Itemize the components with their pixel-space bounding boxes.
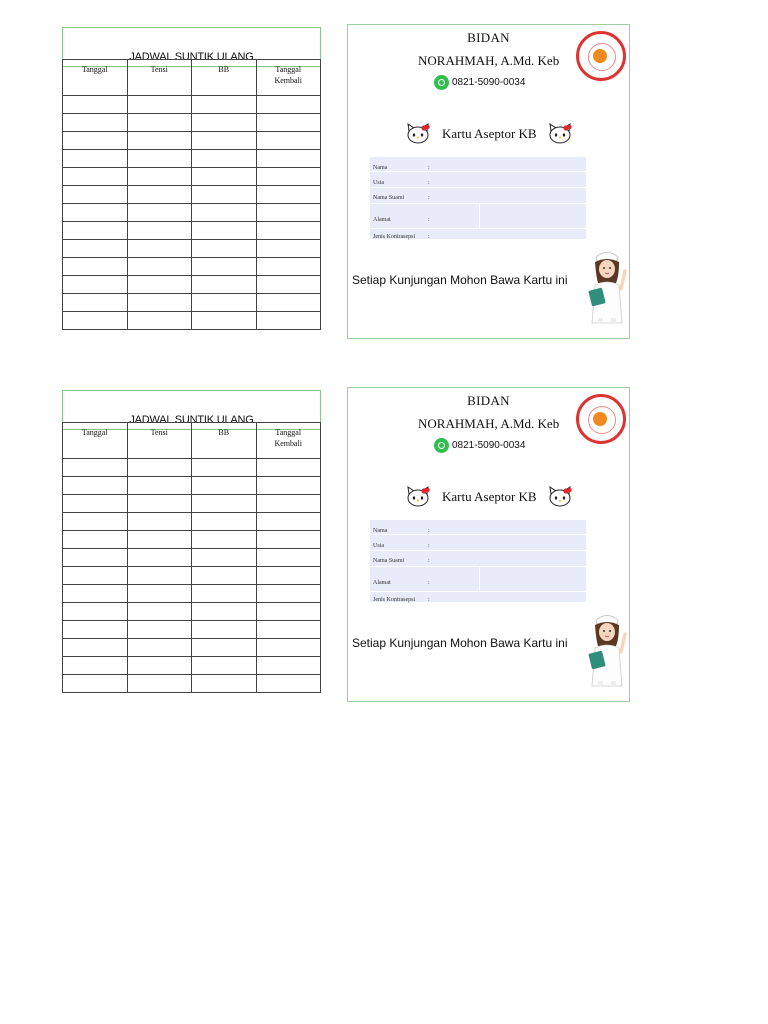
table-cell[interactable] (192, 531, 257, 549)
table-cell[interactable] (63, 186, 128, 204)
table-cell[interactable] (127, 132, 192, 150)
table-cell[interactable] (127, 513, 192, 531)
table-cell[interactable] (63, 495, 128, 513)
table-cell[interactable] (192, 294, 257, 312)
acceptor-card (347, 24, 630, 339)
table-row (63, 222, 321, 240)
table-cell[interactable] (192, 513, 257, 531)
hello-kitty-icon (406, 485, 430, 507)
acceptor-card (347, 387, 630, 702)
card-motto: Setiap Kunjungan Mohon Bawa Kartu ini (352, 273, 568, 287)
table-cell[interactable] (192, 459, 257, 477)
form-field-colon: : (428, 165, 430, 171)
table-cell[interactable] (256, 204, 321, 222)
card-heading: BIDAN (467, 30, 510, 45)
table-cell[interactable] (63, 567, 128, 585)
table-cell[interactable] (256, 531, 321, 549)
table-row (63, 477, 321, 495)
table-row (63, 96, 321, 114)
table-cell[interactable] (63, 150, 128, 168)
table-cell[interactable] (127, 240, 192, 258)
table-cell[interactable] (127, 168, 192, 186)
form-field-colon: : (428, 543, 430, 549)
form-divider (370, 187, 586, 188)
form-divider (479, 203, 480, 228)
table-row (63, 276, 321, 294)
table-cell[interactable] (256, 312, 321, 330)
table-cell[interactable] (127, 114, 192, 132)
form-divider (370, 228, 586, 229)
table-cell[interactable] (256, 585, 321, 603)
form-field-label: Usia (373, 180, 384, 186)
table-cell[interactable] (256, 222, 321, 240)
table-cell[interactable] (192, 276, 257, 294)
table-cell[interactable] (63, 96, 128, 114)
card-title: Kartu Aseptor KB (442, 126, 537, 141)
table-row (63, 531, 321, 549)
table-row (63, 585, 321, 603)
midwife-name: NORAHMAH, A.Md. Keb (418, 416, 560, 431)
table-cell[interactable] (256, 567, 321, 585)
table-cell[interactable] (192, 258, 257, 276)
table-cell[interactable] (127, 675, 192, 693)
table-cell[interactable] (256, 132, 321, 150)
table-cell[interactable] (127, 621, 192, 639)
table-cell[interactable] (63, 276, 128, 294)
column-header: Tensi (127, 60, 192, 96)
table-cell[interactable] (127, 549, 192, 567)
schedule-title: JADWAL SUNTIK ULANG (129, 51, 254, 63)
column-header: BB (192, 60, 257, 96)
table-cell[interactable] (63, 621, 128, 639)
schedule-section (62, 27, 321, 85)
table-cell[interactable] (63, 132, 128, 150)
midwife-logo (576, 31, 626, 81)
card-motto: Setiap Kunjungan Mohon Bawa Kartu ini (352, 636, 568, 650)
table-cell[interactable] (127, 459, 192, 477)
column-header: Tanggal Kembali (256, 60, 321, 96)
table-cell[interactable] (127, 150, 192, 168)
form-divider (370, 566, 586, 567)
table-row (63, 621, 321, 639)
column-header: Tensi (127, 423, 192, 459)
table-cell[interactable] (256, 258, 321, 276)
table-cell[interactable] (63, 513, 128, 531)
table-cell[interactable] (256, 657, 321, 675)
table-cell[interactable] (256, 240, 321, 258)
whatsapp-icon (434, 75, 449, 90)
form-field-label: Jenis Kontrasepsi (373, 597, 416, 603)
form-field-colon: : (428, 180, 430, 186)
table-cell[interactable] (256, 168, 321, 186)
form-divider (479, 566, 480, 591)
table-cell[interactable] (192, 567, 257, 585)
table-row (63, 168, 321, 186)
table-cell[interactable] (127, 639, 192, 657)
acceptor-form (370, 520, 586, 602)
acceptor-form (370, 157, 586, 239)
table-cell[interactable] (127, 294, 192, 312)
whatsapp-icon (434, 438, 449, 453)
table-row (63, 114, 321, 132)
table-cell[interactable] (256, 549, 321, 567)
form-field-label: Nama (373, 528, 388, 534)
table-cell[interactable] (127, 603, 192, 621)
column-header: Tanggal Kembali (256, 423, 321, 459)
table-cell[interactable] (127, 567, 192, 585)
form-divider (370, 203, 586, 204)
form-field-label: Usia (373, 543, 384, 549)
table-cell[interactable] (63, 675, 128, 693)
table-cell[interactable] (256, 276, 321, 294)
table-cell[interactable] (127, 258, 192, 276)
midwife-name: NORAHMAH, A.Md. Keb (418, 53, 560, 68)
table-cell[interactable] (192, 204, 257, 222)
table-row (63, 294, 321, 312)
table-cell[interactable] (192, 222, 257, 240)
form-divider (370, 534, 586, 535)
table-cell[interactable] (192, 132, 257, 150)
table-cell[interactable] (192, 495, 257, 513)
table-cell[interactable] (192, 186, 257, 204)
table-row (63, 240, 321, 258)
hello-kitty-icon (548, 485, 572, 507)
column-header: Tanggal (63, 60, 128, 96)
column-header: BB (192, 423, 257, 459)
table-cell[interactable] (256, 513, 321, 531)
table-row (63, 675, 321, 693)
table-cell[interactable] (256, 459, 321, 477)
table-cell[interactable] (127, 585, 192, 603)
midwife-logo (576, 394, 626, 444)
table-cell[interactable] (192, 312, 257, 330)
table-cell[interactable] (256, 621, 321, 639)
table-cell[interactable] (256, 477, 321, 495)
phone-number: 0821-5090-0034 (452, 440, 526, 451)
table-cell[interactable] (256, 495, 321, 513)
table-cell[interactable] (192, 585, 257, 603)
table-cell[interactable] (192, 549, 257, 567)
form-field-label: Nama Suami (373, 195, 405, 201)
table-row (63, 495, 321, 513)
table-cell[interactable] (192, 114, 257, 132)
table-cell[interactable] (127, 222, 192, 240)
table-cell[interactable] (256, 603, 321, 621)
table-cell[interactable] (127, 276, 192, 294)
table-cell[interactable] (127, 657, 192, 675)
table-cell[interactable] (127, 495, 192, 513)
form-divider (370, 171, 586, 172)
table-cell[interactable] (63, 585, 128, 603)
phone-row (434, 75, 525, 90)
table-cell[interactable] (63, 603, 128, 621)
table-row (63, 132, 321, 150)
hello-kitty-icon (406, 122, 430, 144)
table-cell[interactable] (256, 294, 321, 312)
table-cell[interactable] (256, 114, 321, 132)
table-cell[interactable] (63, 549, 128, 567)
form-field-label: Nama Suami (373, 558, 405, 564)
table-cell[interactable] (63, 222, 128, 240)
table-cell[interactable] (192, 639, 257, 657)
table-cell[interactable] (63, 459, 128, 477)
schedule-section (62, 390, 321, 448)
form-field-colon: : (428, 528, 430, 534)
table-row (63, 657, 321, 675)
table-row (63, 186, 321, 204)
nurse-illustration (584, 610, 630, 688)
hello-kitty-icon (548, 122, 572, 144)
form-field-label: Jenis Kontrasepsi (373, 234, 416, 240)
table-cell[interactable] (127, 204, 192, 222)
table-cell[interactable] (63, 240, 128, 258)
table-cell[interactable] (256, 96, 321, 114)
table-cell[interactable] (192, 657, 257, 675)
table-cell[interactable] (192, 240, 257, 258)
nurse-illustration (584, 247, 630, 325)
form-field-label: Alamat (373, 580, 391, 586)
phone-row (434, 438, 525, 453)
table-cell[interactable] (256, 150, 321, 168)
form-field-colon: : (428, 597, 430, 603)
form-field-colon: : (428, 234, 430, 240)
form-field-colon: : (428, 217, 430, 223)
form-field-colon: : (428, 195, 430, 201)
table-cell[interactable] (63, 312, 128, 330)
table-row (63, 567, 321, 585)
table-cell[interactable] (192, 477, 257, 495)
table-row (63, 549, 321, 567)
table-row (63, 639, 321, 657)
table-cell[interactable] (192, 96, 257, 114)
table-cell[interactable] (63, 531, 128, 549)
table-cell[interactable] (63, 294, 128, 312)
phone-number: 0821-5090-0034 (452, 77, 526, 88)
card-title: Kartu Aseptor KB (442, 489, 537, 504)
schedule-table (62, 422, 321, 693)
table-cell[interactable] (127, 531, 192, 549)
table-cell[interactable] (192, 675, 257, 693)
table-cell[interactable] (63, 477, 128, 495)
table-cell[interactable] (63, 657, 128, 675)
table-row (63, 150, 321, 168)
table-cell[interactable] (256, 639, 321, 657)
table-cell[interactable] (127, 312, 192, 330)
form-field-label: Alamat (373, 217, 391, 223)
table-row (63, 204, 321, 222)
table-row (63, 603, 321, 621)
table-cell[interactable] (192, 621, 257, 639)
schedule-title: JADWAL SUNTIK ULANG (129, 414, 254, 426)
table-cell[interactable] (256, 186, 321, 204)
column-header: Tanggal (63, 423, 128, 459)
schedule-table (62, 59, 321, 330)
table-cell[interactable] (192, 150, 257, 168)
table-cell[interactable] (192, 603, 257, 621)
table-row (63, 459, 321, 477)
table-cell[interactable] (63, 258, 128, 276)
form-field-colon: : (428, 580, 430, 586)
table-cell[interactable] (256, 675, 321, 693)
table-cell[interactable] (63, 639, 128, 657)
form-divider (370, 550, 586, 551)
table-row (63, 258, 321, 276)
card-heading: BIDAN (467, 393, 510, 408)
table-cell[interactable] (63, 114, 128, 132)
form-field-colon: : (428, 558, 430, 564)
table-row (63, 513, 321, 531)
form-field-label: Nama (373, 165, 388, 171)
table-cell[interactable] (63, 168, 128, 186)
table-cell[interactable] (127, 477, 192, 495)
table-cell[interactable] (127, 96, 192, 114)
table-cell[interactable] (192, 168, 257, 186)
table-cell[interactable] (127, 186, 192, 204)
form-divider (370, 591, 586, 592)
table-cell[interactable] (63, 204, 128, 222)
table-row (63, 312, 321, 330)
